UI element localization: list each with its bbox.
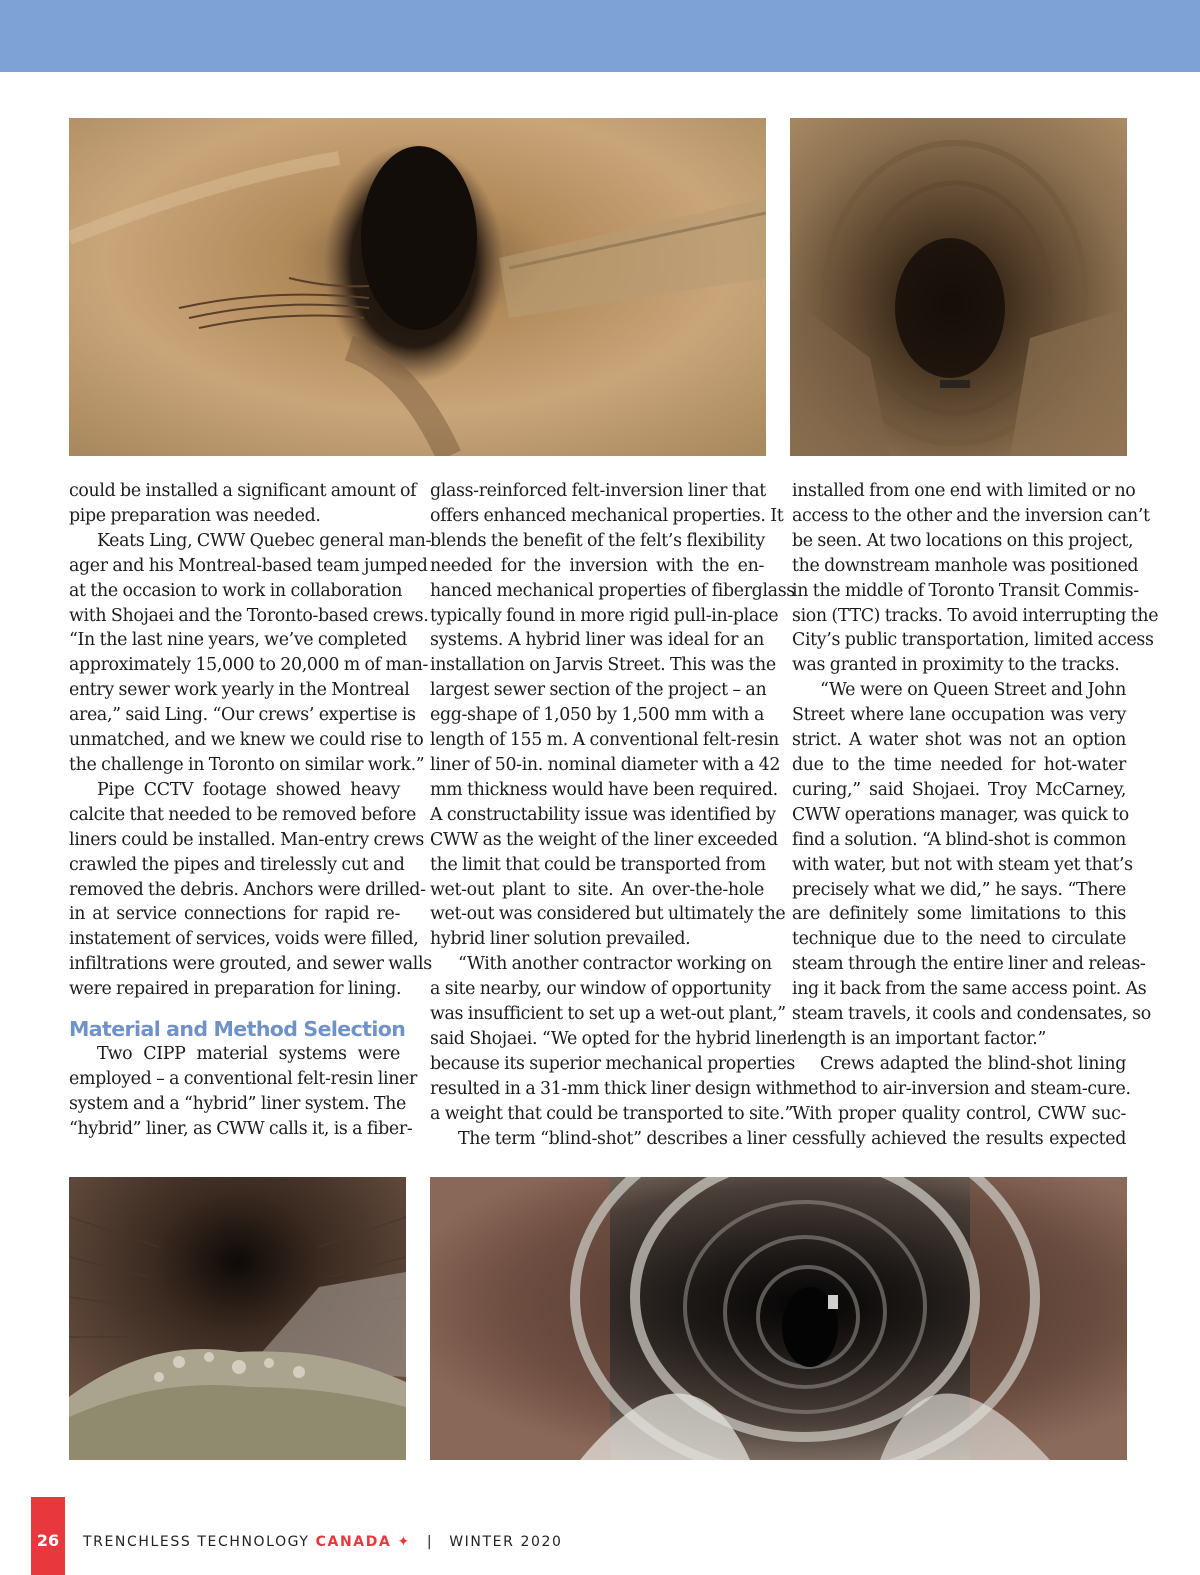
article-line: resulted in a 31-mm thick liner design with: [430, 1078, 793, 1099]
article-line: system and a “hybrid” liner system. The: [69, 1093, 406, 1114]
article-line: Street where lane occupation was very: [792, 705, 1126, 726]
article-line: offers enhanced mechanical properties. It: [430, 505, 784, 526]
article-line: area,” said Ling. “Our crews’ expertise is: [69, 705, 416, 726]
article-line: Keats Ling, CWW Quebec general man-: [97, 530, 432, 551]
article-line: steam through the entire liner and releas-: [792, 954, 1146, 975]
article-line: hybrid liner solution prevailed.: [430, 929, 691, 950]
issue-date: WINTER 2020: [449, 1534, 563, 1550]
article-line: access to the other and the inversion can’t: [792, 505, 1150, 526]
article-line: cessfully achieved the results expected: [792, 1128, 1126, 1149]
photo-pipe-calcite: [69, 118, 766, 456]
article-line: sion (TTC) tracks. To avoid interrupting the: [792, 605, 1159, 626]
article-line: needed for the inversion with the en-: [430, 555, 764, 576]
article-line: “In the last nine years, we’ve completed: [69, 630, 407, 651]
article-line: curing,” said Shojaei. Troy McCarney,: [792, 779, 1126, 800]
article-column-2: [430, 479, 795, 1151]
article-line: the limit that could be transported from: [430, 854, 766, 875]
article-line: largest sewer section of the project – an: [430, 680, 767, 701]
article-line: instatement of services, voids were filled,: [69, 929, 419, 950]
article-line: CWW as the weight of the liner exceeded: [430, 829, 778, 850]
article-line: pipe preparation was needed.: [69, 505, 321, 526]
article-line: said Shojaei. “We opted for the hybrid liner: [430, 1028, 795, 1049]
article-line: unmatched, and we knew we could rise to: [69, 730, 424, 751]
page-number: 26: [36, 1531, 60, 1550]
article-line: Pipe CCTV footage showed heavy: [97, 779, 400, 800]
article-line: precisely what we did,” he says. “There: [792, 879, 1126, 900]
article-line: egg-shape of 1,050 by 1,500 mm with a: [430, 705, 764, 726]
article-line: removed the debris. Anchors were drilled-: [69, 879, 426, 900]
article-line: with water, but not with steam yet that’s: [792, 854, 1133, 875]
article-line: infiltrations were grouted, and sewer walls: [69, 954, 432, 975]
article-line: steam travels, it cools and condensates, so: [792, 1004, 1151, 1025]
article-line: crawled the pipes and tirelessly cut and: [69, 854, 405, 875]
article-line: wet-out was considered but ultimately the: [430, 904, 786, 925]
article-line: liners could be installed. Man-entry crews: [69, 829, 424, 850]
article-line: With proper quality control, CWW suc-: [792, 1103, 1126, 1124]
article-line: approximately 15,000 to 20,000 m of man-: [69, 655, 428, 676]
article-line: length is an important factor.”: [792, 1028, 1047, 1049]
article-line: “hybrid” liner, as CWW calls it, is a fiber-: [69, 1118, 413, 1139]
article-line: due to the time needed for hot-water: [792, 754, 1126, 775]
article-line: typically found in more rigid pull-in-place: [430, 605, 779, 626]
footer-separator: |: [426, 1534, 434, 1550]
article-line: could be installed a significant amount of: [69, 481, 417, 501]
article-line: method to air-inversion and steam-cure.: [792, 1078, 1131, 1099]
article-line: in at service connections for rapid re-: [69, 904, 400, 925]
article-line: installation on Jarvis Street. This was the: [430, 655, 776, 676]
article-line: City’s public transportation, limited access: [792, 630, 1154, 651]
article-line: length of 155 m. A conventional felt-resin: [430, 730, 779, 751]
article-line: “We were on Queen Street and John: [820, 680, 1126, 701]
article-line: liner of 50-in. nominal diameter with a 42: [430, 754, 781, 775]
article-line: at the occasion to work in collaboration: [69, 580, 403, 601]
article-line: ing it back from the same access point. As: [792, 979, 1147, 1000]
article-line: with Shojaei and the Toronto-based crews.: [69, 605, 429, 626]
article-line: was insufficient to set up a wet-out plant,”: [430, 1004, 786, 1025]
article-line: hanced mechanical properties of fiberglass: [430, 580, 795, 601]
article-line: were repaired in preparation for lining.: [69, 979, 402, 1000]
article-line: a weight that could be transported to site.”: [430, 1103, 794, 1124]
article-line: The term “blind-shot” describes a liner: [458, 1128, 787, 1149]
publication-accent: CANADA: [315, 1534, 392, 1550]
article-column-3: [792, 479, 1159, 1151]
article-line: CWW operations manager, was quick to: [792, 804, 1129, 825]
article-line: technique due to the need to circulate: [792, 929, 1126, 950]
article-line: the downstream manhole was positioned: [792, 555, 1139, 576]
article-line: Crews adapted the blind-shot lining: [820, 1053, 1126, 1074]
photo-sewer-debris: [69, 1177, 406, 1460]
article-line: Two CIPP material systems were: [97, 1044, 400, 1065]
maple-leaf-icon: ✦: [397, 1534, 411, 1550]
running-footer: [83, 1534, 562, 1550]
article-line: be seen. At two locations on this project,: [792, 530, 1134, 551]
article-line: because its superior mechanical properties: [430, 1053, 795, 1074]
article-line: find a solution. “A blind-shot is common: [792, 829, 1126, 850]
article-line: are definitely some limitations to this: [792, 904, 1126, 925]
article-line: installed from one end with limited or no: [792, 481, 1136, 501]
article-line: mm thickness would have been required.: [430, 779, 778, 800]
article-line: a site nearby, our window of opportunity: [430, 979, 771, 1000]
publication-name: TRENCHLESS TECHNOLOGY: [83, 1534, 310, 1550]
article-line: in the middle of Toronto Transit Commis-: [792, 580, 1139, 601]
article-line: was granted in proximity to the tracks.: [792, 655, 1120, 676]
article-line: systems. A hybrid liner was ideal for an: [430, 630, 764, 651]
article-line: calcite that needed to be removed before: [69, 804, 416, 825]
header-color-band: [0, 0, 1200, 72]
article-line: strict. A water shot was not an option: [792, 730, 1126, 751]
article-line: wet-out plant to site. An over-the-hole: [430, 879, 764, 900]
article-column-1: [69, 479, 432, 1142]
photo-egg-shaped-sewer: [430, 1177, 1127, 1460]
article-line: A constructability issue was identified by: [430, 804, 776, 825]
photo-brick-pipe: [790, 118, 1127, 456]
article-line: the challenge in Toronto on similar work.”: [69, 754, 425, 775]
section-heading: Material and Method Selection: [69, 1017, 406, 1042]
article-line: entry sewer work yearly in the Montreal: [69, 680, 410, 701]
article-line: glass-reinforced felt-inversion liner that: [430, 481, 766, 501]
article-line: employed – a conventional felt-resin liner: [69, 1068, 417, 1089]
article-line: “With another contractor working on: [458, 954, 772, 975]
article-line: blends the benefit of the felt’s flexibility: [430, 530, 765, 551]
article-line: ager and his Montreal-based team jumped: [69, 555, 428, 576]
